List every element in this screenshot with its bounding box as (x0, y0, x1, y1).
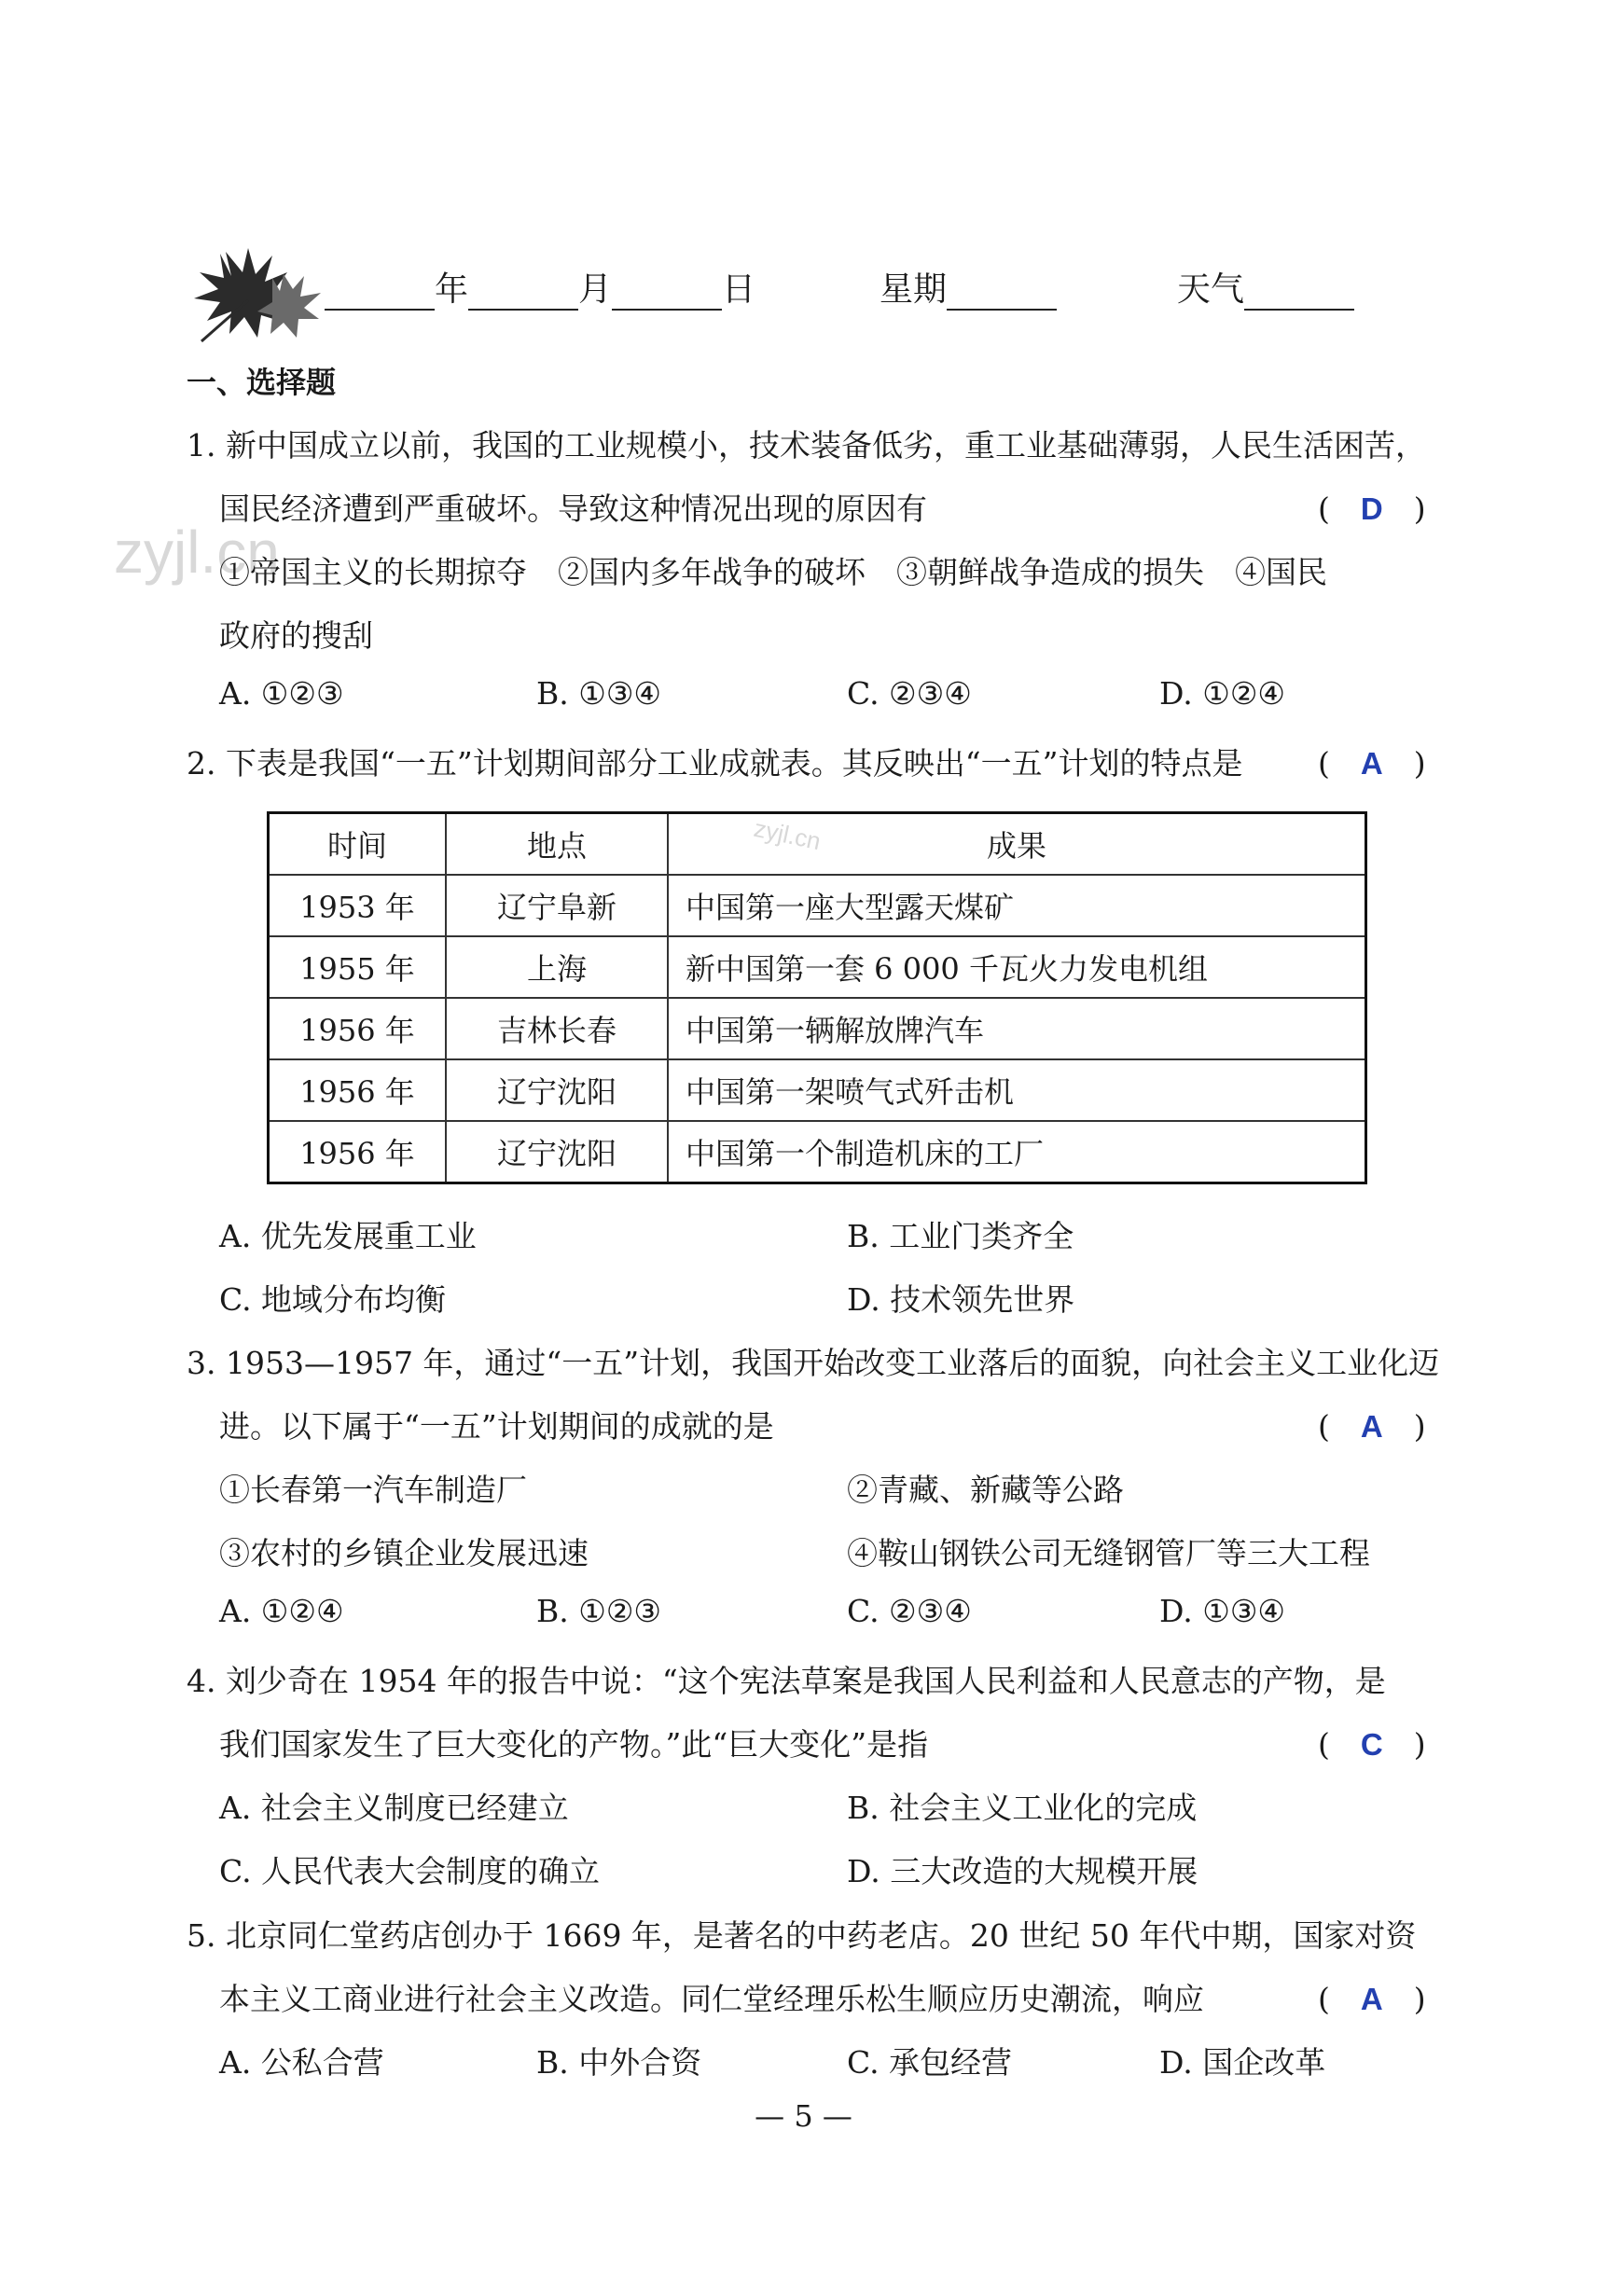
q1-option-b: B. ①③④ (536, 675, 661, 712)
table-cell: 中国第一架喷气式歼击机 (668, 1059, 1366, 1121)
q4-option-a: A. 社会主义制度已经建立 (219, 1790, 569, 1826)
day-blank (612, 271, 722, 311)
q1-answer: D (1360, 491, 1383, 526)
table-cell: 中国第一辆解放牌汽车 (668, 998, 1366, 1059)
q3-line-1: 3. 1953—1957 年，通过“一五”计划，我国开始改变工业落后的面貌，向社会主义工业化迈 (187, 1345, 1440, 1381)
q3-line-2: 进。以下属于“一五”计划期间的成就的是 (219, 1408, 774, 1445)
q3-option-b: B. ①②③ (536, 1593, 661, 1629)
table-cell: 新中国第一套 6 000 千瓦火力发电机组 (668, 936, 1366, 998)
table-watermark: zyjl.cn (751, 813, 824, 856)
q1-option-c: C. ②③④ (847, 675, 972, 712)
q5-option-d: D. 国企改革 (1159, 2044, 1326, 2081)
table-cell: 中国第一个制造机床的工厂 (668, 1121, 1366, 1183)
table-cell: 1953 年 (269, 875, 447, 936)
year-blank (325, 271, 435, 311)
year-label: 年 (435, 270, 469, 309)
weather-blank (1244, 271, 1354, 311)
day-label: 日 (722, 270, 756, 309)
table-row (269, 1121, 1366, 1183)
q3-item-2: ②青藏、新藏等公路 (847, 1472, 1124, 1508)
q1-option-d: D. ①②④ (1159, 675, 1286, 712)
q4-answer: C (1360, 1727, 1383, 1762)
table-cell: 辽宁沈阳 (446, 1121, 668, 1183)
q4-option-b: B. 社会主义工业化的完成 (847, 1790, 1198, 1826)
table-header-result-text: 成果 (986, 828, 1046, 864)
page-number: — 5 — (755, 2098, 852, 2134)
section-title: 一、选择题 (187, 365, 337, 400)
table-header-time: 时间 (269, 813, 447, 876)
month-blank (468, 271, 578, 311)
table-cell: 1955 年 (269, 936, 447, 998)
weather-label: 天气 (1177, 270, 1245, 309)
q3-answer-bracket: ( A ) (1318, 1408, 1426, 1445)
q1-option-a: A. ①②③ (219, 675, 344, 712)
q1-items-line-1: ①帝国主义的长期掠夺 ②国内多年战争的破坏 ③朝鲜战争造成的损失 ④国民 (219, 554, 1327, 590)
table-row (269, 1059, 1366, 1121)
q3-item-3: ③农村的乡镇企业发展迅速 (219, 1535, 589, 1571)
q4-line-1: 4. 刘少奇在 1954 年的报告中说：“这个宪法草案是我国人民利益和人民意志的产物，是 (187, 1663, 1386, 1699)
q3-option-d: D. ①③④ (1159, 1593, 1286, 1629)
q2-option-c: C. 地域分布均衡 (219, 1281, 447, 1318)
table-cell: 1956 年 (269, 1059, 447, 1121)
table-cell: 辽宁沈阳 (446, 1059, 668, 1121)
q2-option-d: D. 技术领先世界 (847, 1281, 1075, 1318)
weekday-blank (947, 271, 1057, 311)
achievement-table (267, 811, 1367, 1184)
weekday-label: 星期 (880, 270, 948, 309)
table-row (269, 998, 1366, 1059)
q5-answer: A (1360, 1982, 1383, 2016)
month-label: 月 (578, 270, 613, 309)
q1-line-2: 国民经济遭到严重破坏。导致这种情况出现的原因有 (219, 491, 927, 527)
q5-option-b: B. 中外合资 (536, 2044, 702, 2081)
q2-option-b: B. 工业门类齐全 (847, 1218, 1074, 1254)
q2-option-a: A. 优先发展重工业 (219, 1218, 477, 1254)
q5-option-c: C. 承包经营 (847, 2044, 1013, 2081)
q5-answer-bracket: ( A ) (1318, 1981, 1426, 2017)
q2-answer: A (1360, 746, 1383, 781)
table-cell: 1956 年 (269, 1121, 447, 1183)
maple-leaf-icon (183, 244, 328, 347)
date-header (325, 263, 755, 315)
q3-answer: A (1360, 1409, 1383, 1444)
q4-answer-bracket: ( C ) (1318, 1726, 1426, 1763)
table-cell: 吉林长春 (446, 998, 668, 1059)
table-row (269, 875, 1366, 936)
weather-field (1177, 263, 1354, 315)
q5-line-1: 5. 北京同仁堂药店创办于 1669 年，是著名的中药老店。20 世纪 50 年代中期，国家对资 (187, 1917, 1417, 1954)
q3-option-a: A. ①②④ (219, 1593, 344, 1629)
q4-line-2: 我们国家发生了巨大变化的产物。”此“巨大变化”是指 (219, 1726, 929, 1763)
q3-option-c: C. ②③④ (847, 1593, 972, 1629)
table-cell: 中国第一座大型露天煤矿 (668, 875, 1366, 936)
q5-option-a: A. 公私合营 (219, 2044, 384, 2081)
q4-option-d: D. 三大改造的大规模开展 (847, 1853, 1198, 1889)
watermark: zyjl.cn (114, 519, 280, 586)
q1-line-1: 1. 新中国成立以前，我国的工业规模小，技术装备低劣，重工业基础薄弱，人民生活困苦， (187, 427, 1426, 463)
q2-line-1: 2. 下表是我国“一五”计划期间部分工业成就表。其反映出“一五”计划的特点是 (187, 745, 1243, 781)
table-cell: 1956 年 (269, 998, 447, 1059)
q1-items-line-2: 政府的搜刮 (219, 617, 373, 654)
q3-item-4: ④鞍山钢铁公司无缝钢管厂等三大工程 (847, 1535, 1370, 1571)
q4-option-c: C. 人民代表大会制度的确立 (219, 1853, 601, 1889)
table-cell: 辽宁阜新 (446, 875, 668, 936)
q5-line-2: 本主义工商业进行社会主义改造。同仁堂经理乐松生顺应历史潮流，响应 (219, 1981, 1204, 2017)
table-cell: 上海 (446, 936, 668, 998)
table-header-place: 地点 (446, 813, 668, 876)
q2-answer-bracket: ( A ) (1318, 745, 1426, 781)
q1-answer-bracket: ( D ) (1318, 491, 1426, 527)
weekday-field (880, 263, 1057, 315)
table-row (269, 936, 1366, 998)
q3-item-1: ①长春第一汽车制造厂 (219, 1472, 527, 1508)
